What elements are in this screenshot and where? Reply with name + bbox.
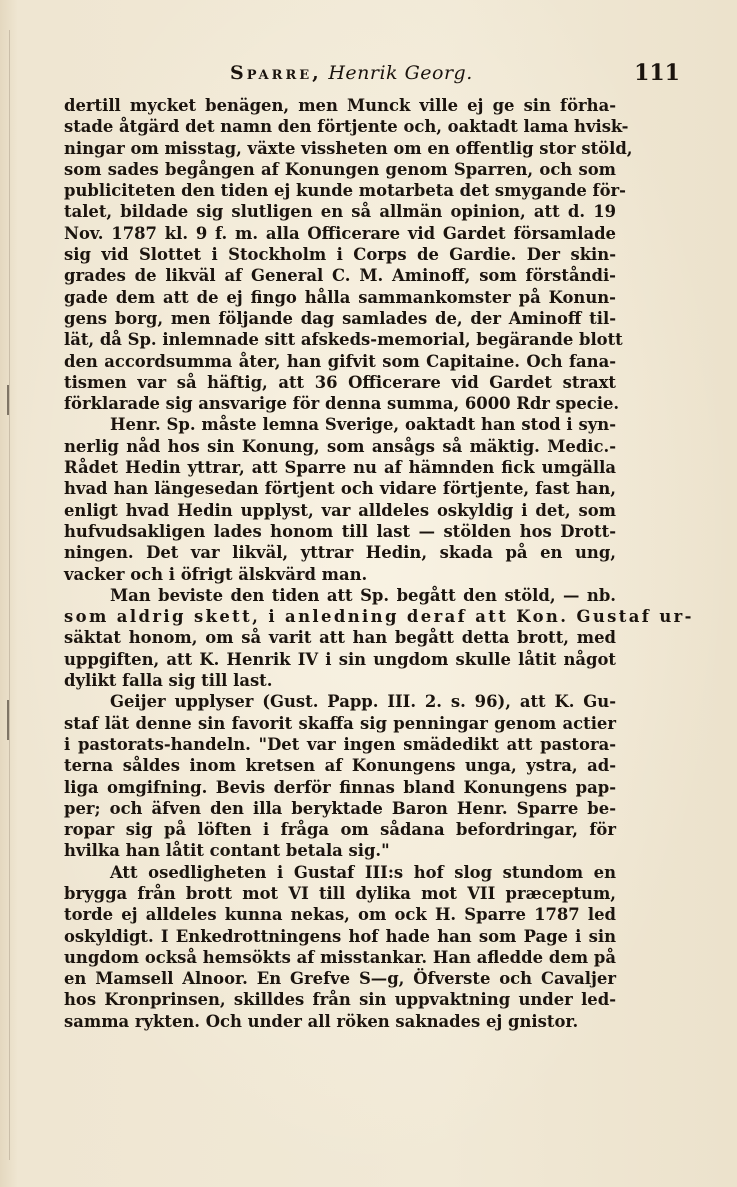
text-line: Henr. Sp. måste lemna Sverige, oaktadt han stod i syn- (110, 415, 616, 435)
text-line: förklarade sig ansvarige för denna summa, 6000 Rdr specie. (64, 394, 620, 414)
text-line: gade dem att de ej fingo hålla sammankomster på Konun- (64, 287, 616, 307)
text-line: hos Kronprinsen, skilldes från sin uppvaktning under led- (64, 990, 616, 1010)
text-line: gens borg, men följande dag samlades de, der Aminoff til- (64, 308, 616, 328)
text-line: brygga från brott mot VI till dylika mot VII præceptum, (64, 883, 616, 903)
text-line: talet, bildade sig slutligen en så allmän opinion, att d. 19 (64, 202, 616, 222)
text-line: Geijer upplyser (Gust. Papp. III. 2. s. 96), att K. Gu- (110, 692, 616, 712)
text-line: hvad han längesedan förtjent och vidare förtjente, fast han, (64, 479, 616, 499)
text-line: som aldrig skett, i anledning deraf att Kon. Gustaf ur- (64, 607, 694, 627)
text-line: den accordsumma åter, han gifvit som Capitaine. Och fana- (64, 351, 616, 371)
page-header (60, 62, 680, 90)
running-head-given-names: Henrik Georg. (328, 62, 473, 84)
text-line: stade åtgärd det namn den förtjente och, oaktadt lama hvisk- (64, 117, 629, 137)
text-line: enligt hvad Hedin upplyst, var alldeles oskyldig i det, som (64, 500, 616, 520)
text-line: lät, då Sp. inlemnade sitt afskeds-memorial, begärande blott (64, 330, 623, 350)
body-text (64, 95, 694, 1032)
text-line: torde ej alldeles kunna nekas, om ock H. Sparre 1787 led (64, 905, 616, 925)
text-line: staf lät denne sin favorit skaffa sig penningar genom actier (64, 713, 616, 733)
text-line: uppgiften, att K. Henrik IV i sin ungdom skulle låtit något (64, 649, 616, 669)
running-head (230, 62, 473, 84)
text-line: nerlig nåd hos sin Konung, som ansågs så mäktig. Medic.- (64, 436, 616, 456)
text-line: säktat honom, om så varit att han begått detta brott, med (64, 628, 616, 648)
text-line: publiciteten den tiden ej kunde motarbeta det smygande för- (64, 181, 626, 201)
text-line: Rådet Hedin yttrar, att Sparre nu af hämnden fick umgälla (64, 458, 616, 478)
margin-pencil-mark (7, 385, 9, 415)
text-line: liga omgifning. Bevis derför finnas bland Konungens pap- (64, 777, 616, 797)
margin-pencil-mark (7, 700, 9, 740)
text-line: ungdom också hemsökts af misstankar. Han afledde dem på (64, 947, 616, 967)
text-line: en Mamsell Alnoor. En Grefve S—g, Öfverste och Cavaljer (64, 969, 616, 989)
page-gutter-edge (9, 30, 10, 1160)
text-line: som sades begången af Konungen genom Sparren, och som (64, 159, 616, 179)
text-line: oskyldigt. I Enkedrottningens hof hade han som Page i sin (64, 926, 616, 946)
text-line: ropar sig på löften i fråga om sådana befordringar, för (64, 820, 616, 840)
text-line: vacker och i öfrigt älskvärd man. (64, 564, 368, 584)
text-line: dertill mycket benägen, men Munck ville ej ge sin förha- (64, 96, 616, 115)
text-line: grades de likväl af General C. M. Aminoff, som förståndi- (64, 266, 616, 286)
text-line: Man beviste den tiden att Sp. begått den stöld, — nb. (110, 585, 616, 605)
text-line: terna såldes inom kretsen af Konungens unga, ystra, ad- (64, 756, 616, 776)
page-number: 111 (634, 60, 680, 86)
text-line: ningen. Det var likväl, yttrar Hedin, skada på en ung, (64, 543, 616, 563)
text-line: Att osedligheten i Gustaf III:s hof slog stundom en (110, 862, 616, 882)
text-line: hvilka han låtit contant betala sig." (64, 841, 390, 861)
text-line: i pastorats-handeln. "Det var ingen smädedikt att pastora- (64, 734, 616, 754)
text-line: per; och äfven den illa beryktade Baron Henr. Sparre be- (64, 798, 616, 818)
text-line: tismen var så häftig, att 36 Officerare vid Gardet straxt (64, 372, 616, 392)
running-head-name: Sparre, (230, 62, 322, 84)
text-line: ningar om misstag, växte vissheten om en offentlig stor stöld, (64, 138, 633, 158)
text-line: Nov. 1787 kl. 9 f. m. alla Officerare vid Gardet församlade (64, 223, 616, 243)
text-line: sig vid Slottet i Stockholm i Corps de Gardie. Der skin- (64, 245, 616, 265)
text-line: hufvudsakligen lades honom till last — stölden hos Drott- (64, 521, 616, 541)
text-line: samma rykten. Och under all röken saknades ej gnistor. (64, 1011, 579, 1031)
text-line: dylikt falla sig till last. (64, 671, 273, 691)
